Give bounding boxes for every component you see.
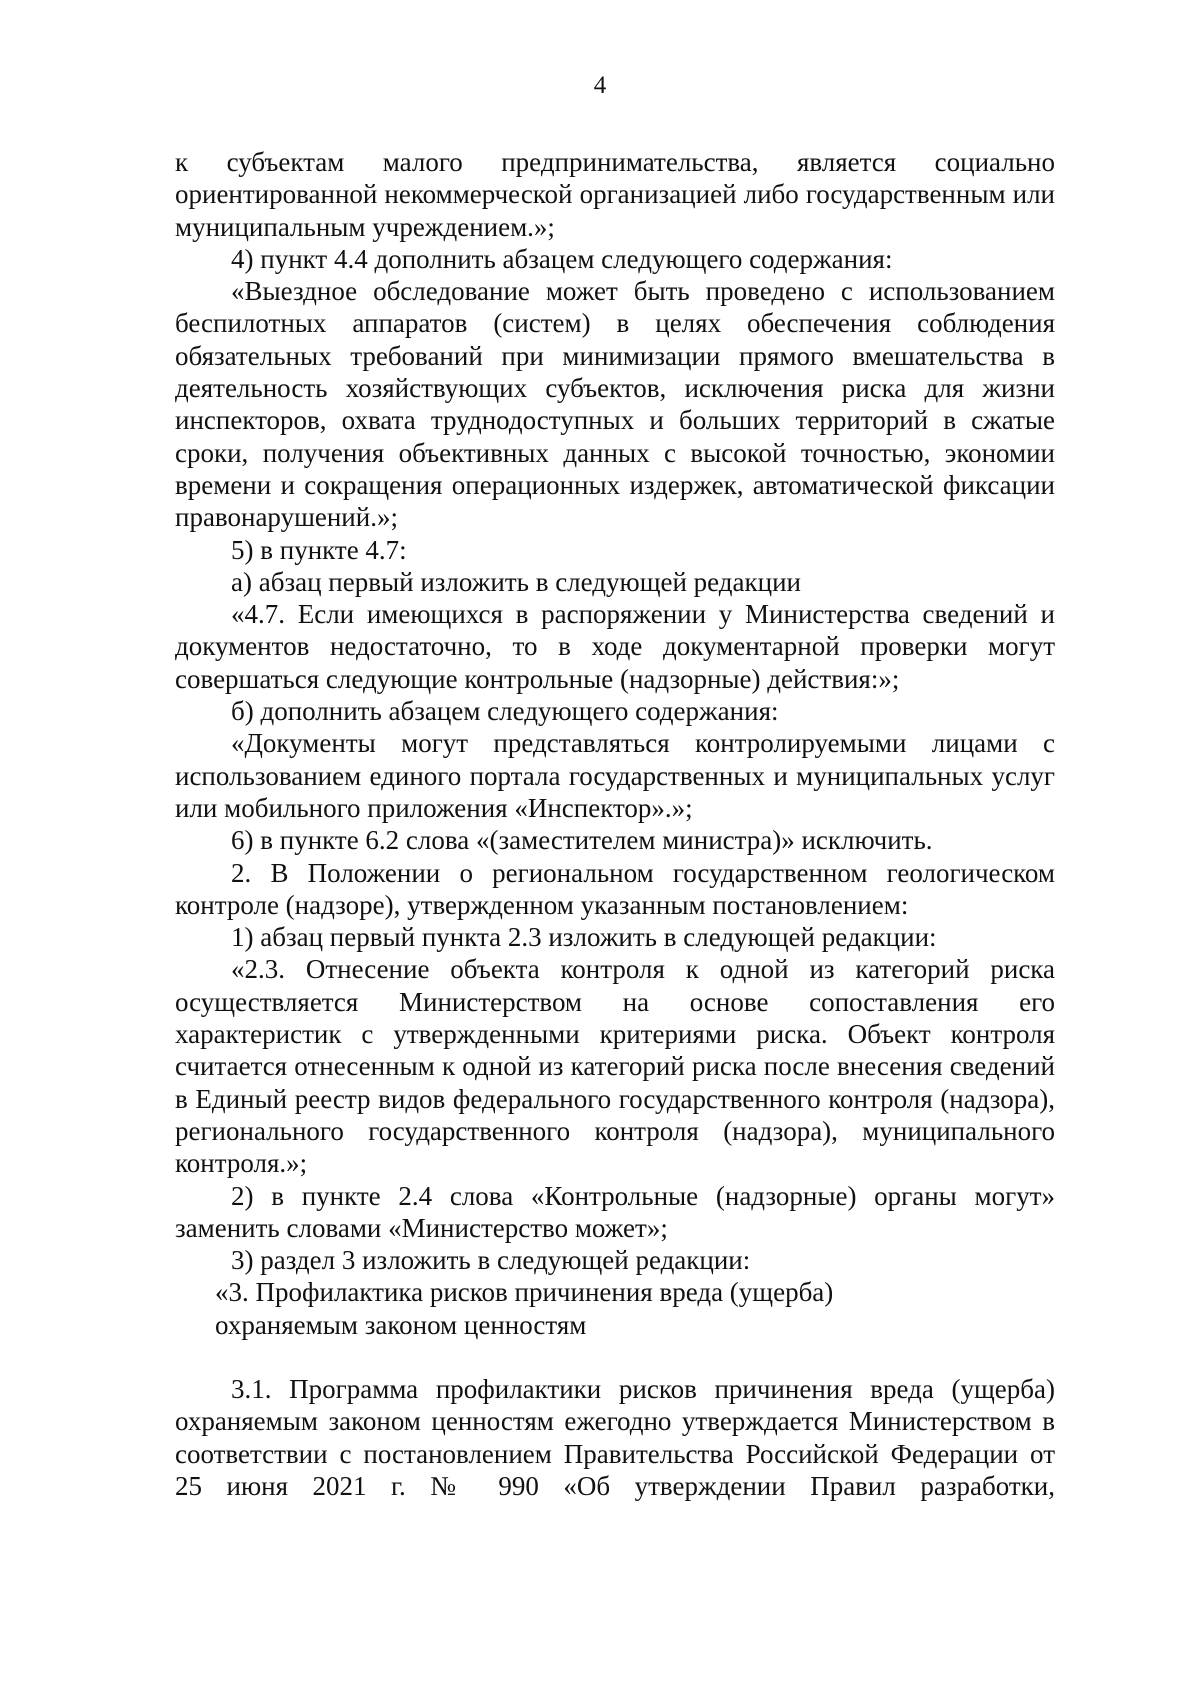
document-body [175,146,1055,1502]
paragraph-item-5: 5) в пункте 4.7: [231,534,407,565]
paragraph-quote-4-7: «4.7. Если имеющихся в распоряжении у Министерства сведений и документов недостаточно, то в ходе документарной проверки могут совершаться следующие контрольные (надзорные) действия:»; [175,599,1055,694]
paragraph-quote-field-survey: «Выездное обследование может быть проведено с использованием беспилотных аппаратов (систем) в целях обеспечения соблюдения обязательных требований при минимизации прямого вмешательства в деятельность хозяйствующих субъектов, исключения риска для жизни инспекторов, охвата труднодоступных и больших территорий в сжатые сроки, получения объективных данных с высокой точностью, экономии времени и сокращения операционных издержек, автоматической фиксации правонарушений.»; [175,276,1055,533]
section-heading-line-2: охраняемым законом ценностям [215,1309,587,1340]
paragraph-item-4: 4) пункт 4.4 дополнить абзацем следующего содержания: [231,243,893,274]
paragraph-3-1: 3.1. Программа профилактики рисков причинения вреда (ущерба) охраняемым законом ценностям ежегодно утверждается Министерством в соответствии с постановлением Правительства Российской Федерации от 25 июня 2021 г. № 990 «Об утверждении Правил разработки, [175,1373,1055,1501]
paragraph-section-2: 2. В Положении о региональном государственном геологическом контроле (надзоре), утвержденном указанным постановлением: [175,857,1055,920]
page-number: 4 [593,72,607,99]
paragraph-quote-documents: «Документы могут представляться контролируемыми лицами с использованием единого портала государственных и муниципальных услуг или мобильного приложения «Инспектор».»; [175,728,1055,823]
paragraph-item-2: 2) в пункте 2.4 слова «Контрольные (надзорные) органы могут» заменить словами «Министерство может»; [175,1180,1055,1243]
paragraph-item-1: 1) абзац первый пункта 2.3 изложить в следующей редакции: [231,922,937,953]
section-heading-line-1: «3. Профилактика рисков причинения вреда (ущерба) [215,1277,834,1308]
paragraph-item-3: 3) раздел 3 изложить в следующей редакции: [231,1245,751,1276]
paragraph-item-6: 6) в пункте 6.2 слова «(заместителем министра)» исключить. [231,825,933,856]
heading-spacer [175,1341,1055,1373]
paragraph-continuation: к субъектам малого предпринимательства, является социально ориентированной некоммерческой организацией либо государственным или муниципальным учреждением.»; [175,147,1055,242]
paragraph-subitem-b: б) дополнить абзацем следующего содержания: [231,696,779,727]
paragraph-quote-2-3: «2.3. Отнесение объекта контроля к одной из категорий риска осуществляется Министерством на основе сопоставления его характеристик с утвержденными критериями риска. Объект контроля считается отнесенным к одной из категорий риска после внесения сведений в Единый реестр видов федерального государственного контроля (надзора), регионального государственного контроля (надзора), муниципального контроля.»; [175,954,1055,1179]
paragraph-subitem-a: а) абзац первый изложить в следующей редакции [231,566,801,597]
